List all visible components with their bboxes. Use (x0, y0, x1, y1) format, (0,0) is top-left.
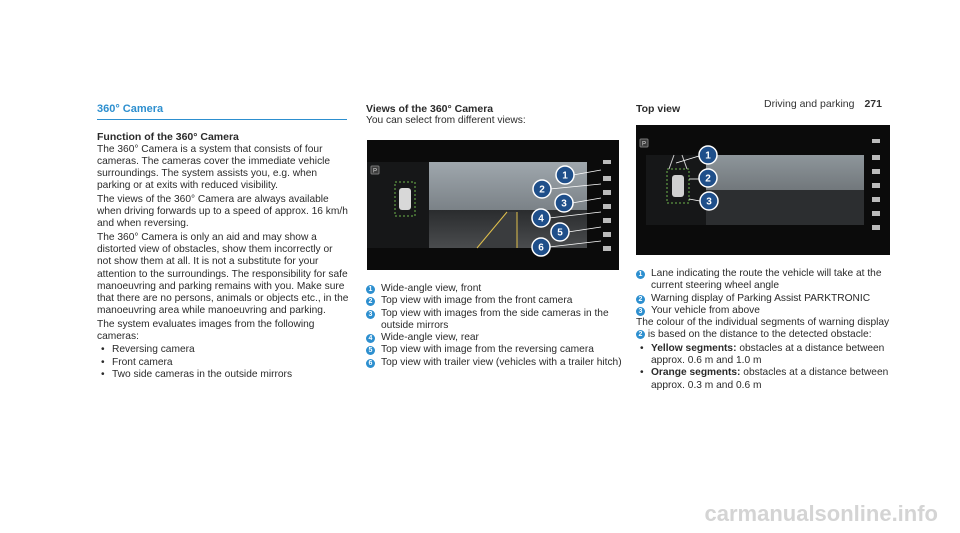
callout-3: 3 (561, 198, 567, 210)
top-view-text (636, 268, 898, 392)
list-item: 2 Top view with image from the front camera (366, 295, 624, 307)
watermark: carmanualsonline.info (704, 501, 938, 526)
list-item: 5 Top view with image from the reversing camera (366, 344, 624, 356)
parking-badge: P (642, 141, 647, 148)
paragraph: The views of the 360° Camera are always available when driving forwards up to a speed of approx. 16 km/h and when reversing. (97, 193, 348, 230)
top-view-screen-graphic (636, 125, 890, 255)
section-title: 360° Camera (97, 103, 347, 120)
views-heading: Views of the 360° Camera (366, 103, 494, 115)
column-views (366, 103, 624, 129)
list-item: 1 Lane indicating the route the vehicle will take at the current steering wheel angle (636, 268, 898, 293)
list-item: 3 Your vehicle from above (636, 305, 898, 317)
top-view-screenshot (636, 125, 890, 255)
list-item: 1 Wide-angle view, front (366, 283, 624, 295)
callout-5: 5 (557, 227, 563, 239)
callout-3: 3 (706, 196, 712, 208)
page-number: 271 (864, 98, 882, 110)
list-item: 2 Warning display of Parking Assist PARKTRONIC (636, 293, 898, 305)
callout-1: 1 (705, 150, 711, 162)
callout-2: 2 (705, 173, 711, 185)
camera-list (97, 344, 349, 381)
list-item: • Front camera (97, 357, 349, 369)
colour-paragraph: The colour of the individual segments of warning display 2 is based on the distance to the detected obstacle: (636, 317, 890, 341)
top-view-heading: Top view (636, 103, 681, 115)
list-item: • Reversing camera (97, 344, 349, 356)
views-list-container (366, 283, 624, 369)
callout-4: 4 (538, 213, 544, 225)
callout-6: 6 (538, 242, 544, 254)
segment-list (636, 343, 898, 392)
list-item: 6 Top view with trailer view (vehicles with a trailer hitch) (366, 357, 624, 369)
views-intro: You can select from different views: (366, 115, 526, 127)
paragraph: The system evaluates images from the following cameras: (97, 318, 315, 343)
callout-1: 1 (562, 170, 568, 182)
column-top-view (636, 103, 894, 115)
list-item: 3 Top view with images from the side cameras in the outside mirrors (366, 308, 624, 333)
top-view-list (636, 268, 898, 317)
parking-badge: P (373, 168, 378, 175)
function-heading: Function of the 360° Camera (97, 131, 239, 144)
list-item: • Yellow segments: obstacles at a distance between approx. 0.6 m and 1.0 m (636, 343, 898, 368)
camera-screen-graphic (367, 140, 619, 270)
list-item: 4 Wide-angle view, rear (366, 332, 624, 344)
list-item: • Two side cameras in the outside mirrors (97, 369, 349, 381)
camera-views-screenshot (367, 140, 619, 270)
views-list (366, 283, 624, 369)
ref-2-icon: 2 (636, 330, 645, 339)
section-name: Driving and parking (764, 98, 855, 110)
column-function (97, 103, 349, 381)
list-item: • Orange segments: obstacles at a distance between approx. 0.3 m and 0.6 m (636, 367, 898, 392)
callout-2: 2 (539, 184, 545, 196)
paragraph: The 360° Camera is a system that consists of four cameras. The cameras cover the immediate vehicle surroundings. The system assists you, e.g. when parking or at exits with reduced visibility. (97, 143, 331, 192)
paragraph: The 360° Camera is only an aid and may show a distorted view of obstacles, show them incorrectly or not show them at all. It is not a substitute for your attention to the surroundings. The responsibility for safe manoeuvring and parking remains with you. Make sure that there are no persons, animals or objects etc., in the manoeuvring area while manoeuvring and parking. (97, 231, 349, 317)
